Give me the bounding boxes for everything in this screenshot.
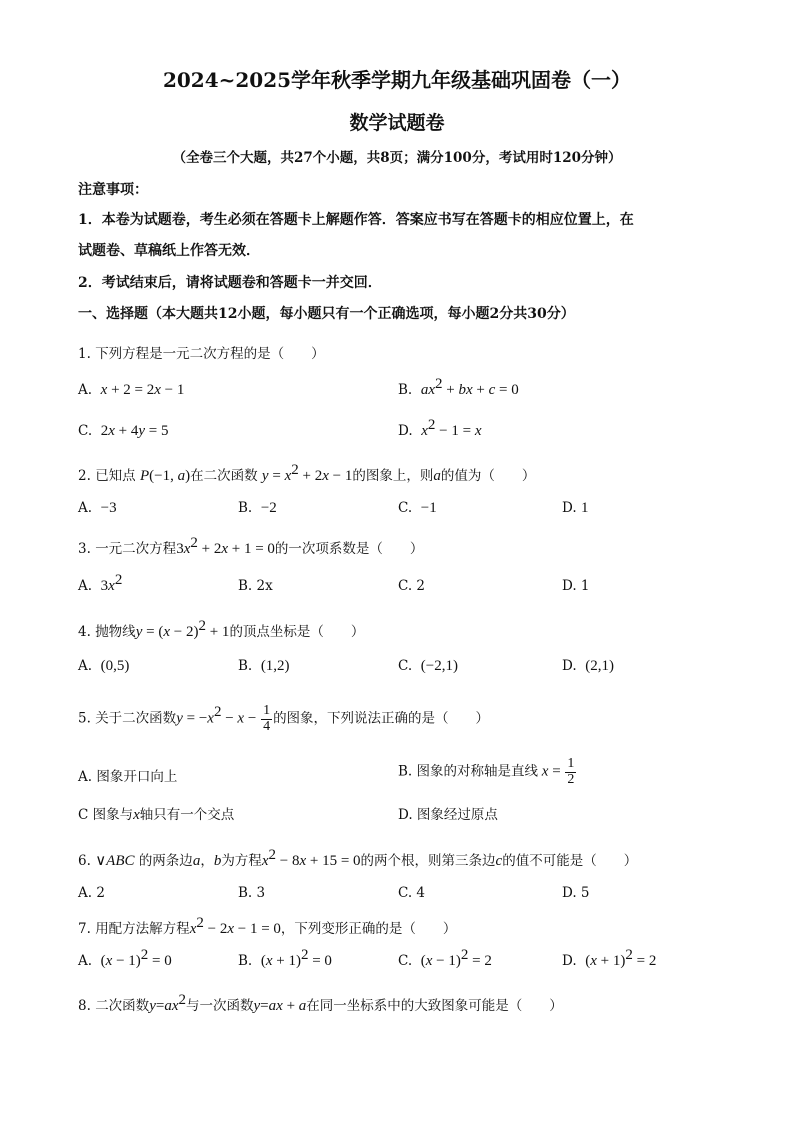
q5-option-a[interactable]: A. 图象开口向上 [78, 769, 178, 785]
notice-item-1-cont: 试题卷、草稿纸上作答无效． [78, 243, 260, 259]
notice-heading: 注意事项： [78, 182, 148, 198]
q6-option-c[interactable]: C. 4 [398, 885, 426, 901]
notice-item-2: 2．考试结束后，请将试题卷和答题卡一并交回． [78, 275, 382, 291]
question-4: 4. 抛物线$y = (x - 2)^2 + 1$的顶点坐标是（ ） [78, 617, 365, 640]
q2-option-a[interactable]: A. −3 [78, 500, 117, 516]
q3-option-a[interactable]: A. $3x^2$ [78, 571, 123, 594]
q1-option-a[interactable]: A. x + 2 = 2x − 1 [78, 382, 185, 398]
q2-option-b[interactable]: B. −2 [238, 500, 277, 516]
question-3: 3. 一元二次方程$3x^2 + 2x + 1 = 0$的一次项系数是（ ） [78, 534, 424, 557]
q1-option-d[interactable]: D. $x^2 - 1 = x$ [398, 416, 482, 439]
q7-option-a[interactable]: A. $(x - 1)^2 = 0$ [78, 946, 172, 969]
exam-info: （全卷三个大题，共27个小题，共8页；满分100分，考试用时120分钟） [172, 150, 622, 166]
q7-option-b[interactable]: B. $(x + 1)^2 = 0$ [238, 946, 332, 969]
q3-option-b[interactable]: B. 2x [238, 578, 273, 594]
q4-option-d[interactable]: D. (2,1) [562, 658, 614, 674]
q4-option-b[interactable]: B. (1,2) [238, 658, 290, 674]
section-1-heading: 一、选择题（本大题共12小题，每小题只有一个正确选项，每小题2分共30分） [78, 306, 575, 322]
question-1: 1. 下列方程是一元二次方程的是（ ） [78, 346, 325, 362]
q5-option-c[interactable]: C 图象与x轴只有一个交点 [78, 807, 235, 823]
q6-option-d[interactable]: D. 5 [562, 885, 590, 901]
question-5: 5. 关于二次函数$y = -x^2 - x$ − $\frac{1}{4}$ 的图象，下列说法正确的是（ ） [78, 703, 490, 734]
q6-option-b[interactable]: B. 3 [238, 885, 266, 901]
q4-option-a[interactable]: A. (0,5) [78, 658, 130, 674]
question-6: 6. ∨ABC 的两条边a，b为方程$x^2 - 8x + 15 = 0$的两个根，则第三条边c的值不可能是（ ） [78, 846, 638, 869]
exam-subtitle: 数学试题卷 [349, 112, 445, 134]
fraction-one-half: $\frac{1}{2}$ [567, 756, 575, 787]
q1-option-b[interactable]: B. $ax^2$ + bx + c = 0 [398, 375, 519, 398]
fraction-one-quarter: $\frac{1}{4}$ [263, 703, 271, 734]
q6-option-a[interactable]: A. 2 [78, 885, 105, 901]
q7-option-d[interactable]: D. $(x + 1)^2 = 2$ [562, 946, 657, 969]
q2-option-d[interactable]: D. 1 [562, 500, 589, 516]
q1-option-c[interactable]: C. 2x + 4y = 5 [78, 423, 169, 439]
q5-option-b[interactable]: B. 图象的对称轴是直线 x = $\frac{1}{2}$ [398, 756, 575, 787]
q3-option-d[interactable]: D. 1 [562, 578, 590, 594]
exam-title: 2024~2025学年秋季学期九年级基础巩固卷（一） [162, 68, 632, 92]
q2-option-c[interactable]: C. −1 [398, 500, 437, 516]
q5-option-d[interactable]: D. 图象经过原点 [398, 807, 498, 823]
question-2: 2. 已知点 P(−1, a)在二次函数 $y = x^2 + 2x - 1$的图象上，则a的值为（ ） [78, 461, 536, 484]
notice-item-1: 1．本卷为试题卷，考生必须在答题卡上解题作答．答案应书写在答题卡的相应位置上，在 [78, 212, 634, 228]
q4-option-c[interactable]: C. (−2,1) [398, 658, 458, 674]
question-7: 7. 用配方法解方程$x^2 - 2x - 1 = 0$，下列变形正确的是（ ） [78, 914, 457, 937]
q7-option-c[interactable]: C. $(x - 1)^2 = 2$ [398, 946, 492, 969]
q3-option-c[interactable]: C. 2 [398, 578, 426, 594]
question-8: 8. 二次函数$y=ax^2$与一次函数y=ax + a在同一坐标系中的大致图象可能是（ ） [78, 991, 563, 1014]
